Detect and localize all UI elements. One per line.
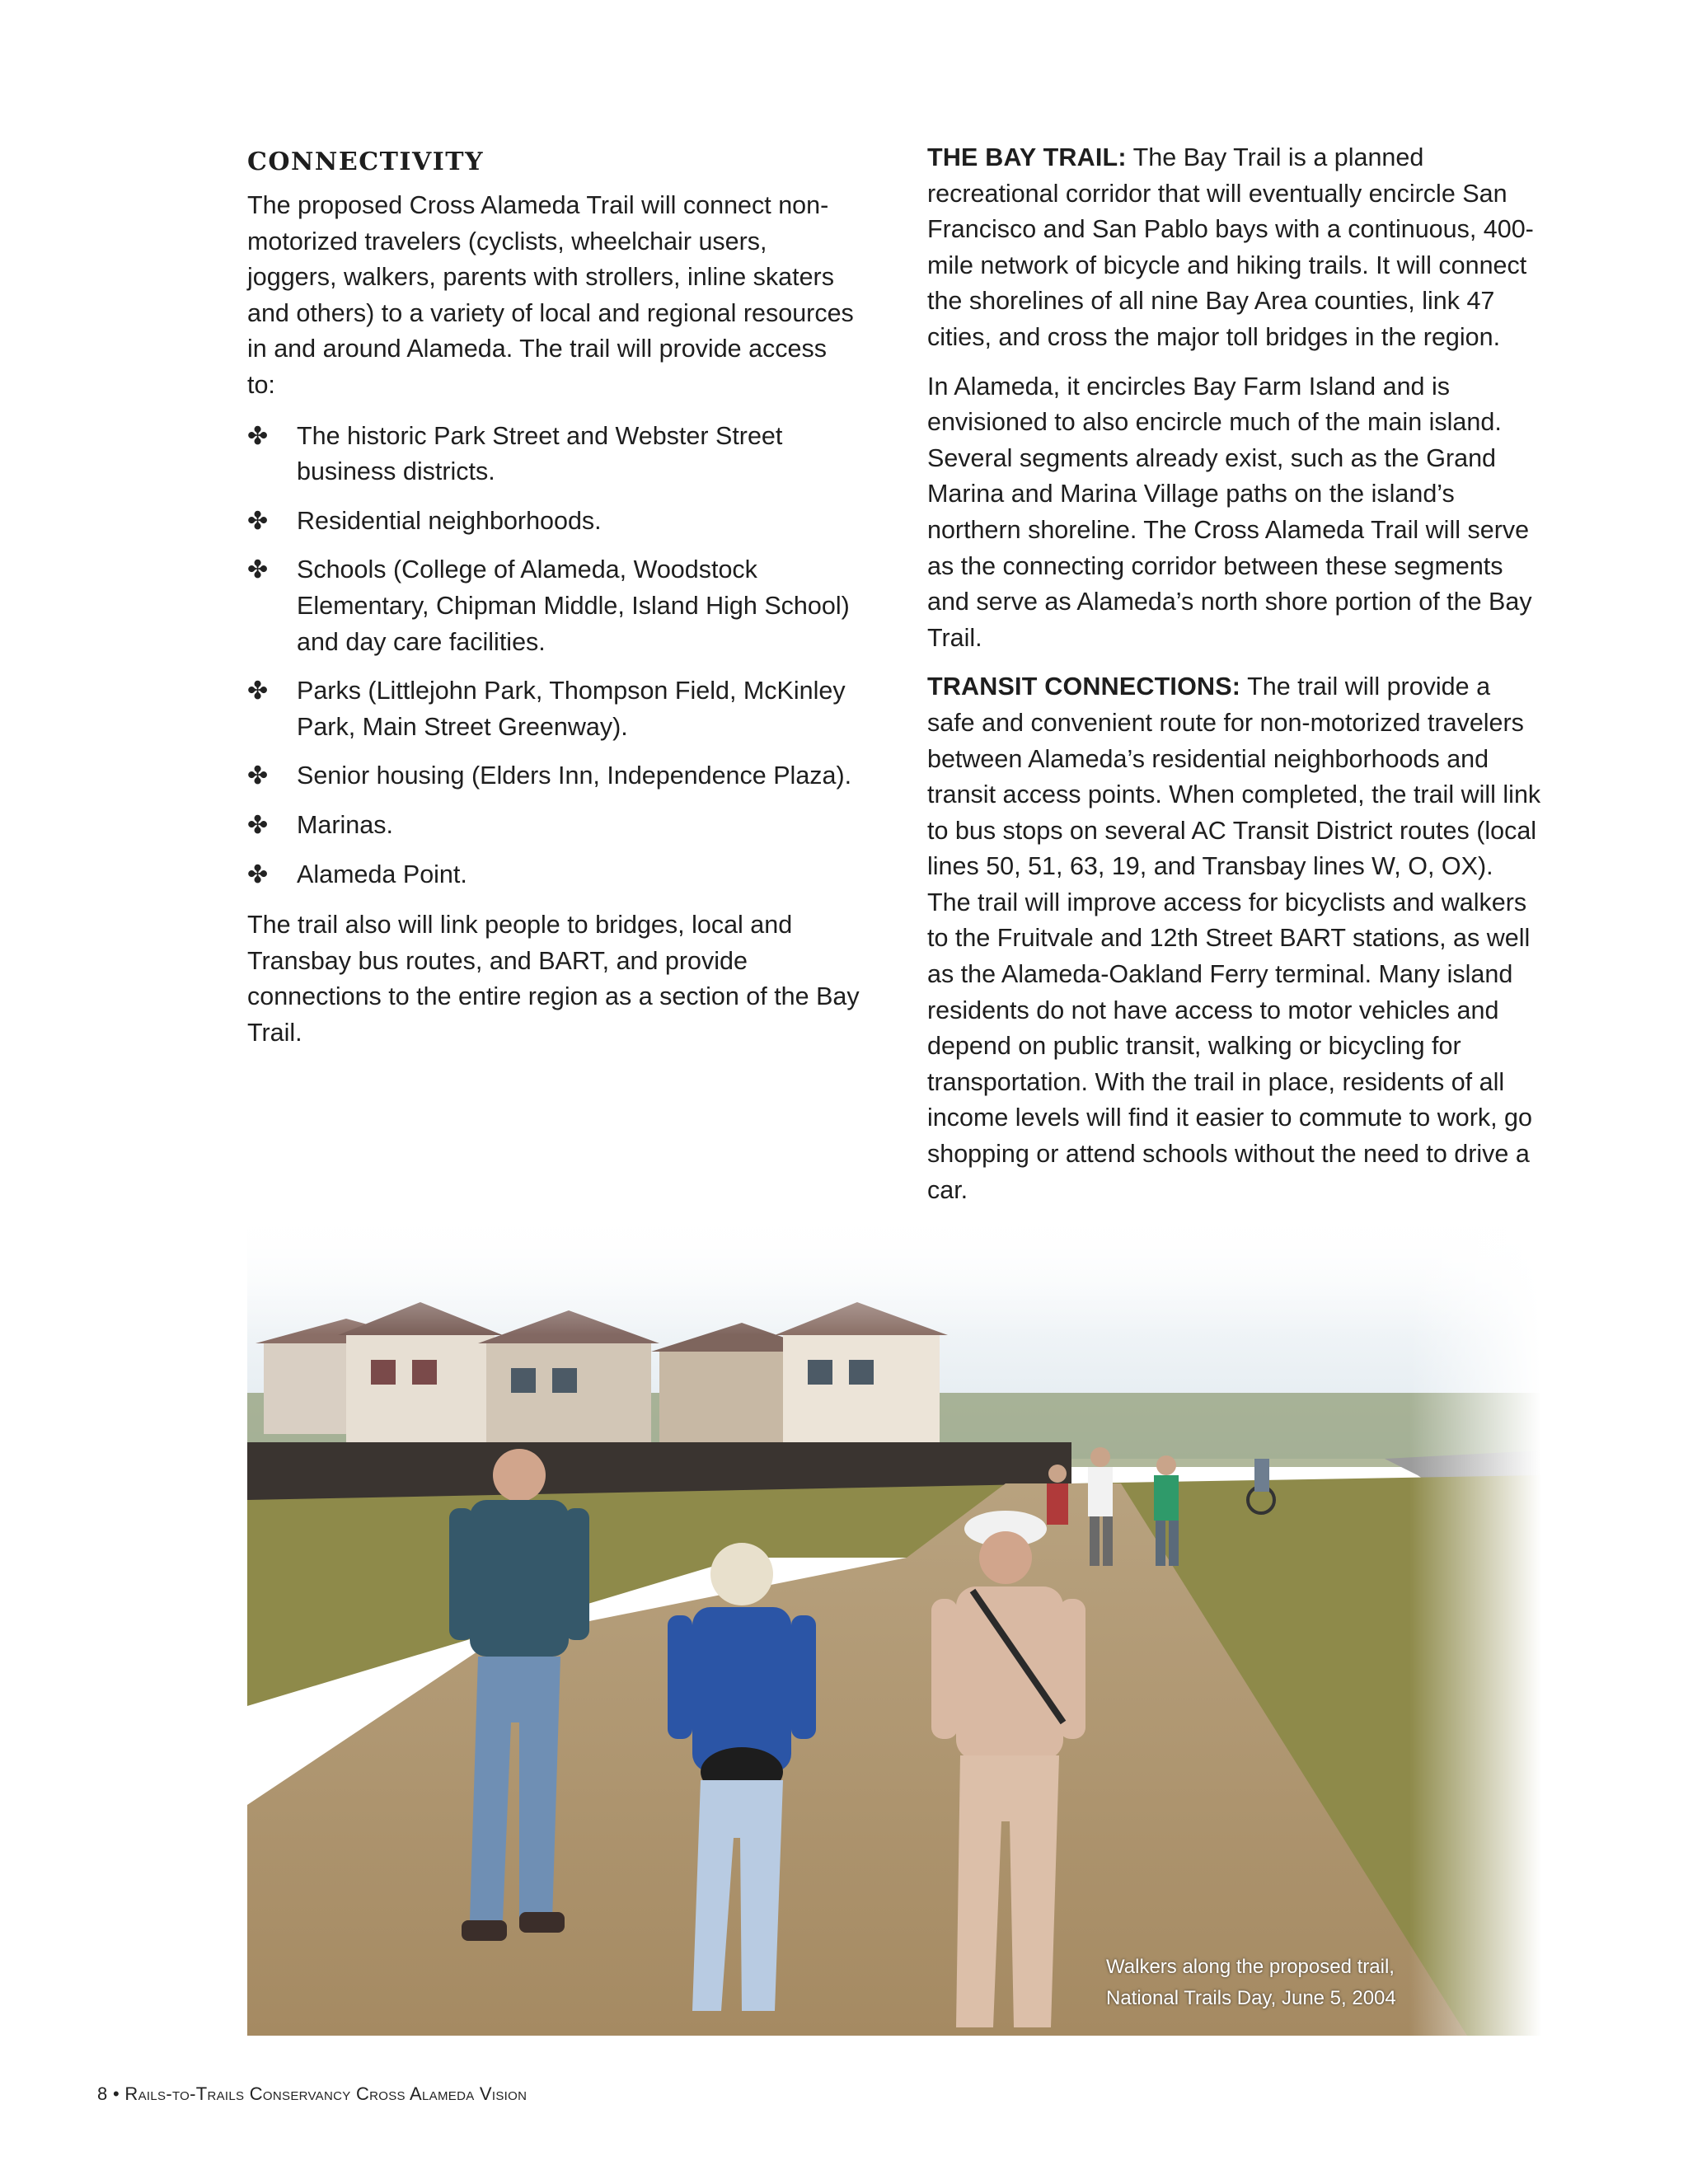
left-column (247, 140, 861, 1051)
page-number: 8 (97, 2083, 108, 2104)
section-heading: CONNECTIVITY (247, 148, 485, 176)
bay-trail-label: THE BAY TRAIL: (927, 143, 1127, 171)
list-item: ✤ Alameda Point. (247, 857, 861, 893)
bullet-icon: ✤ (247, 762, 269, 791)
list-item: ✤ Parks (Littlejohn Park, Thompson Field, McKinley Park, Main Street Greenway). (247, 673, 861, 745)
transit-paragraph: TRANSIT CONNECTIONS: The trail will provide a safe and convenient route for non-motorized travelers between Alameda’s residential neighborhoods and transit access points. When completed, the trail will link to bus stops on several AC Transit District routes (local lines 50, 51, 63, 19, and Transbay lines W, O, OX). The trail will improve access for bicyclists and walkers to the Fruitvale and 12th Street BART stations, as well as the Alameda-Oakland Ferry terminal. Many island residents do not have access to motor vehicles and depend on public transit, walking or bicycling for transportation. With the trail in place, residents of all income levels will find it easier to commute to work, go shopping or attend schools without the need to drive a car. (927, 673, 1541, 1204)
walkers-illustration (247, 1212, 1541, 2036)
page-footer (97, 2083, 527, 2105)
list-item: ✤ Marinas. (247, 808, 861, 844)
list-item: ✤ Schools (College of Alameda, Woodstock Elementary, Chipman Middle, Island High School) and day care facilities. (247, 552, 861, 660)
bullet-icon: ✤ (247, 555, 269, 585)
footer-separator: • (112, 2083, 120, 2104)
trail-photo (247, 1212, 1541, 2036)
bullet-icon: ✤ (247, 421, 269, 451)
list-item: ✤ Senior housing (Elders Inn, Independence Plaza). (247, 758, 861, 794)
bullet-icon: ✤ (247, 810, 269, 840)
right-column (927, 140, 1541, 1221)
list-item: ✤ Residential neighborhoods. (247, 504, 861, 540)
photo-caption: Walkers along the proposed trail, National Trails Day, June 5, 2004 (1106, 1956, 1396, 2009)
bullet-icon: ✤ (247, 860, 269, 889)
transit-label: TRANSIT CONNECTIONS: (927, 673, 1241, 701)
access-list (247, 419, 861, 893)
bay-trail-paragraph: THE BAY TRAIL: The Bay Trail is a planned recreational corridor that will eventually encircle San Francisco and San Pablo bays with a continuous, 400-mile network of bicycle and hiking trails. It will connect the shorelines of all nine Bay Area counties, link 47 cities, and cross the major toll bridges in the region. (927, 143, 1534, 351)
bullet-icon: ✤ (247, 677, 269, 706)
closing-paragraph: The trail also will link people to bridges, local and Transbay bus routes, and BART, and provide connections to the entire region as a section of the Bay Trail. (247, 911, 860, 1047)
top-fade (247, 1212, 1541, 1335)
alameda-paragraph: In Alameda, it encircles Bay Farm Island and is envisioned to also encircle much of the main island. Several segments already exist, such as the Grand Marina and Marina Village paths on the island’s northern shoreline. The Cross Alameda Trail will serve as the connecting corridor between these segments and serve as Alameda’s north shore portion of the Bay Trail. (927, 372, 1532, 652)
list-item: ✤ The historic Park Street and Webster Street business districts. (247, 419, 861, 490)
publication-title: Rails-to-Trails Conservancy Cross Alameda Vision (124, 2083, 528, 2104)
intro-paragraph: The proposed Cross Alameda Trail will connect non-motorized travelers (cyclists, wheelchair users, joggers, walkers, parents with strollers, inline skaters and others) to a variety of local and regional resources in and around Alameda. The trail will provide access to: (247, 191, 854, 399)
right-fade (1409, 1212, 1541, 2036)
bullet-icon: ✤ (247, 506, 269, 536)
